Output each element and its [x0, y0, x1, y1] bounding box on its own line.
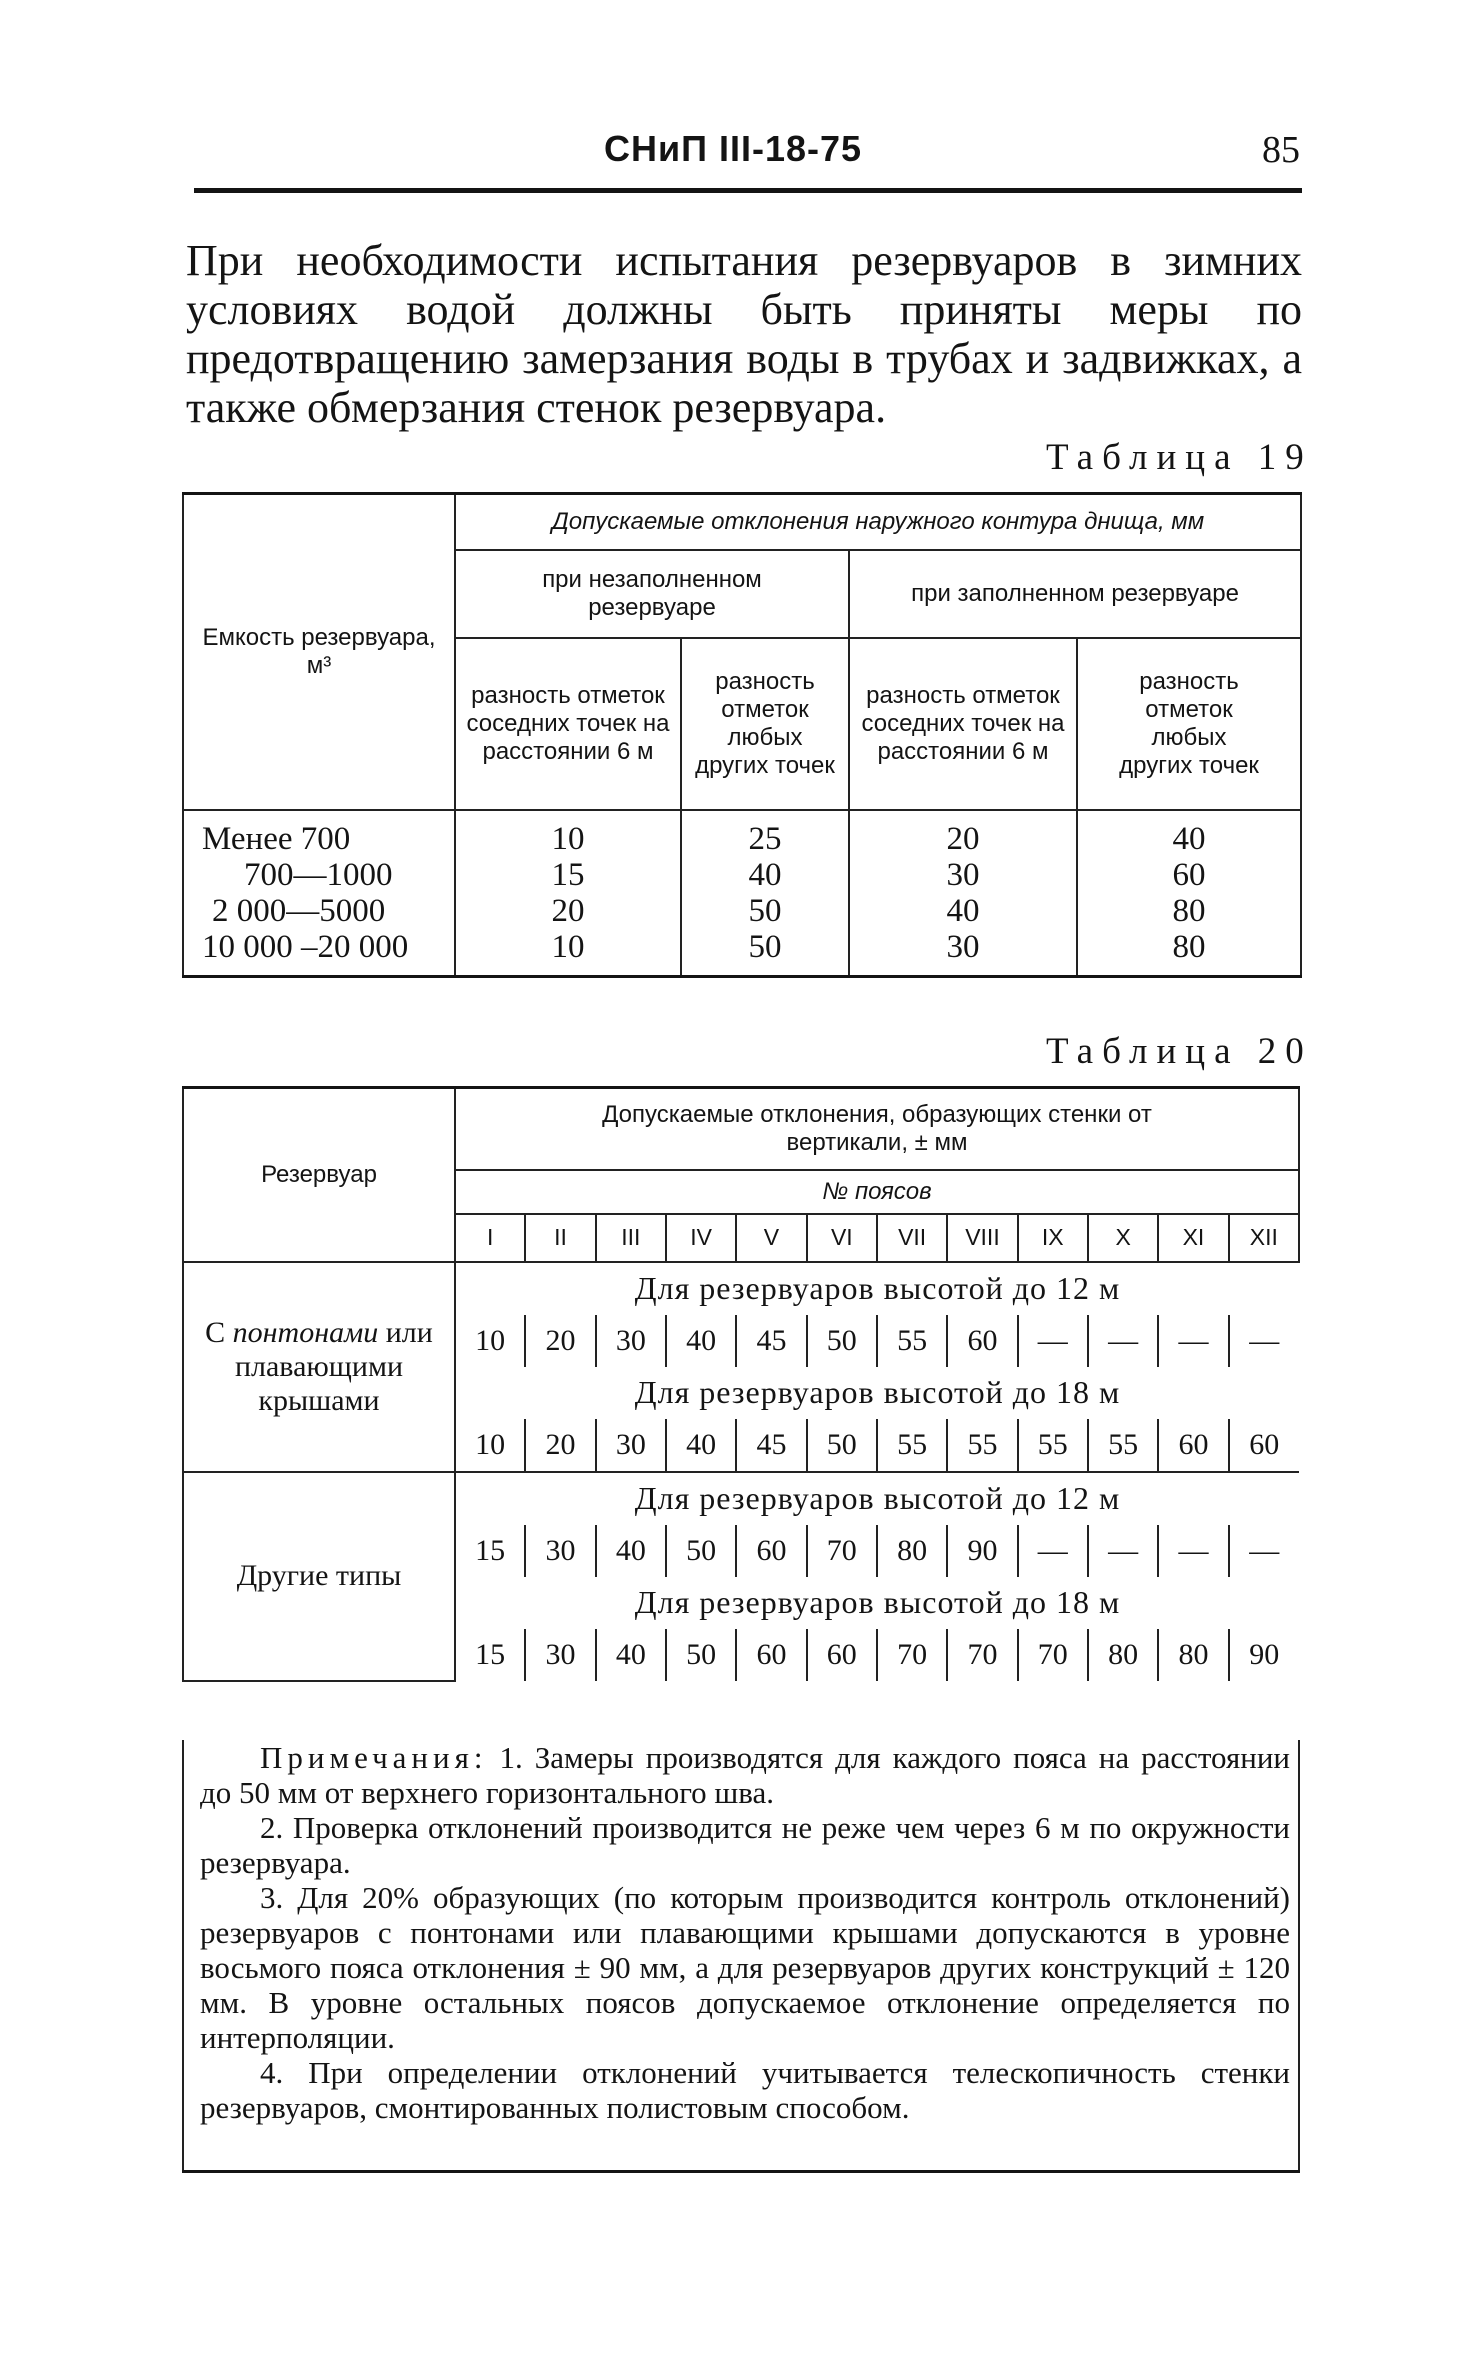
table19-group-header: Допускаемые отклонения наружного контура днища, мм: [455, 494, 1301, 550]
table20-group-header: Допускаемые отклонения, образующих стенки от вертикали, ± мм: [455, 1088, 1299, 1170]
table20-cell: 50: [666, 1525, 736, 1577]
table20-cell: —: [1088, 1525, 1158, 1577]
table20-cell: 70: [877, 1629, 947, 1681]
table20-height-label: Для резервуаров высотой до 18 м: [455, 1367, 1299, 1419]
table20-belt-header: VIII: [947, 1214, 1017, 1262]
table20-cell: 60: [736, 1525, 806, 1577]
table19-cell: 40: [748, 856, 782, 893]
table19-row-capacity: Менее 700: [202, 820, 351, 857]
table19-col-capacity: Емкость резервуара, м³: [183, 494, 455, 810]
table20-cell: 40: [596, 1525, 666, 1577]
table20-cell: 45: [736, 1315, 806, 1367]
table20-cell: 80: [1158, 1629, 1228, 1681]
note-1: 1. Замеры производятся для каждого пояса на расстоянии до 50 мм от верхнего горизонтального шва.: [200, 1740, 1290, 1810]
notes-frame-bottom: [182, 2170, 1300, 2173]
table20-belt-header: XI: [1158, 1214, 1228, 1262]
table20-cell: —: [1229, 1525, 1299, 1577]
table20-cell: 15: [455, 1525, 525, 1577]
table19-sub-filled: при заполненном резервуаре: [849, 550, 1301, 638]
table19-values-any-filled: [1077, 810, 1301, 977]
table19-cell: 40: [1172, 820, 1206, 857]
table20-cell: 60: [736, 1629, 806, 1681]
table20-height-label: Для резервуаров высотой до 12 м: [455, 1262, 1299, 1315]
document-code: СНиП III-18-75: [604, 128, 863, 169]
notes-frame-right: [1298, 1740, 1300, 2170]
table19-values-adjacent-unfilled: [455, 810, 681, 977]
table20-cell: 80: [1088, 1629, 1158, 1681]
table20-cell: 20: [525, 1419, 595, 1472]
table19-caption: Таблица 19: [1046, 437, 1313, 478]
table20-group-label: [183, 1472, 455, 1681]
group-label-text: С: [205, 1315, 233, 1349]
table20-cell: 60: [947, 1315, 1017, 1367]
table20-belt-header: X: [1088, 1214, 1158, 1262]
table19-cell: 50: [748, 928, 782, 965]
table20-cell: —: [1018, 1315, 1088, 1367]
table19-col-any-unfilled: разность отметок любых других точек: [681, 638, 849, 810]
page-number: 85: [1262, 129, 1300, 171]
table20-belts-header: № поясов: [455, 1170, 1299, 1214]
table20-cell: —: [1229, 1315, 1299, 1367]
note-2: 2. Проверка отклонений производится не реже чем через 6 м по окружности резервуара.: [200, 1810, 1290, 1880]
table19-col-adjacent-unfilled: разность отметок соседних точек на расстоянии 6 м: [455, 638, 681, 810]
table20-belt-header: IX: [1018, 1214, 1088, 1262]
table20-cell: 40: [666, 1419, 736, 1472]
table20-cell: 60: [1158, 1419, 1228, 1472]
table20-cell: 30: [596, 1419, 666, 1472]
group-label-italic: понтонами: [232, 1315, 379, 1349]
table19-capacity-column: [183, 810, 455, 977]
table19-cell: 30: [946, 856, 980, 893]
group-label-text: Другие типы: [236, 1559, 402, 1592]
table19-cell: 30: [946, 928, 980, 965]
group-label-rest: или плавающими крышами: [234, 1315, 433, 1417]
table20-cell: 50: [666, 1629, 736, 1681]
table20-cell: 80: [877, 1525, 947, 1577]
table20-cell: —: [1088, 1315, 1158, 1367]
table20-cell: 70: [807, 1525, 877, 1577]
table19-cell: 20: [551, 892, 585, 929]
table20-cell: 60: [807, 1629, 877, 1681]
table19-cell: 40: [946, 892, 980, 929]
table20-cell: —: [1018, 1525, 1088, 1577]
table20-belt-header: V: [736, 1214, 806, 1262]
header-rule: [194, 188, 1302, 193]
table20-cell: 90: [947, 1525, 1017, 1577]
table19: [182, 492, 1302, 978]
table20-cell: 55: [1018, 1419, 1088, 1472]
note-3: 3. Для 20% образующих (по которым производится контроль отклонений) резервуаров с понтонами или плавающими крышами допускаются в уровне восьмого пояса отклонения ± 90 мм, а для резервуаров других конструкций ± 120 мм. В уровне остальных поясов допускаемое отклонение определяется по интерполяции.: [200, 1880, 1290, 2055]
table20-cell: 55: [947, 1419, 1017, 1472]
table19-values-adjacent-filled: [849, 810, 1077, 977]
table20-cell: 55: [1088, 1419, 1158, 1472]
table20-notes: [200, 1740, 1290, 2125]
notes-heading: Примечания:: [260, 1740, 488, 1775]
table19-cell: 80: [1172, 892, 1206, 929]
table20-belt-header: VII: [877, 1214, 947, 1262]
table20-caption: Таблица 20: [1046, 1031, 1313, 1072]
table20-height-label: Для резервуаров высотой до 12 м: [455, 1472, 1299, 1525]
table20-cell: —: [1158, 1315, 1228, 1367]
table20-belt-header: III: [596, 1214, 666, 1262]
table20-cell: 90: [1229, 1629, 1299, 1681]
table19-cell: 10: [551, 928, 585, 965]
table19-values-any-unfilled: [681, 810, 849, 977]
table20-cell: 20: [525, 1315, 595, 1367]
table20-cell: 70: [947, 1629, 1017, 1681]
table20-cell: 40: [596, 1629, 666, 1681]
table20: [182, 1086, 1300, 1682]
table20-col-tank: Резервуар: [183, 1088, 455, 1262]
table20-cell: 55: [877, 1315, 947, 1367]
table19-cell: 15: [551, 856, 585, 893]
table19-cell: 50: [748, 892, 782, 929]
table20-belt-header: VI: [807, 1214, 877, 1262]
table20-cell: 30: [596, 1315, 666, 1367]
table19-col-any-filled: разность отметок любых других точек: [1077, 638, 1301, 810]
table20-belt-header: I: [455, 1214, 525, 1262]
table20-cell: —: [1158, 1525, 1228, 1577]
table19-row-capacity: 2 000—5000: [212, 892, 386, 929]
table19-cell: 25: [748, 820, 782, 857]
table20-belt-header: IV: [666, 1214, 736, 1262]
table20-height-label: Для резервуаров высотой до 18 м: [455, 1577, 1299, 1629]
intro-paragraph: При необходимости испытания резервуаров в зимних условиях водой должны быть приняты меры по предотвращению замерзания воды в трубах и задвижках, а также обмерзания стенок резервуара.: [186, 236, 1302, 432]
table20-cell: 10: [455, 1315, 525, 1367]
table19-sub-unfilled: при незаполненном резервуаре: [455, 550, 849, 638]
table20-cell: 45: [736, 1419, 806, 1472]
table19-row-capacity: 700—1000: [244, 856, 393, 893]
table20-cell: 55: [877, 1419, 947, 1472]
table19-row-capacity: 10 000 –20 000: [202, 928, 409, 965]
table20-cell: 60: [1229, 1419, 1299, 1472]
table20-cell: 70: [1018, 1629, 1088, 1681]
table20-cell: 50: [807, 1419, 877, 1472]
table20-belt-header: XII: [1229, 1214, 1299, 1262]
table20-group-label: [183, 1262, 455, 1472]
table19-cell: 20: [946, 820, 980, 857]
table20-cell: 30: [525, 1525, 595, 1577]
notes-frame-left: [182, 1740, 184, 2170]
table19-cell: 10: [551, 820, 585, 857]
note-4: 4. При определении отклонений учитывается телескопичность стенки резервуаров, смонтированных полистовым способом.: [200, 2055, 1290, 2125]
table19-col-adjacent-filled: разность отметок соседних точек на расстоянии 6 м: [849, 638, 1077, 810]
table19-cell: 80: [1172, 928, 1206, 965]
table20-cell: 50: [807, 1315, 877, 1367]
table20-belt-header: II: [525, 1214, 595, 1262]
table20-cell: 40: [666, 1315, 736, 1367]
table20-cell: 30: [525, 1629, 595, 1681]
table19-cell: 60: [1172, 856, 1206, 893]
table20-cell: 15: [455, 1629, 525, 1681]
table20-cell: 10: [455, 1419, 525, 1472]
